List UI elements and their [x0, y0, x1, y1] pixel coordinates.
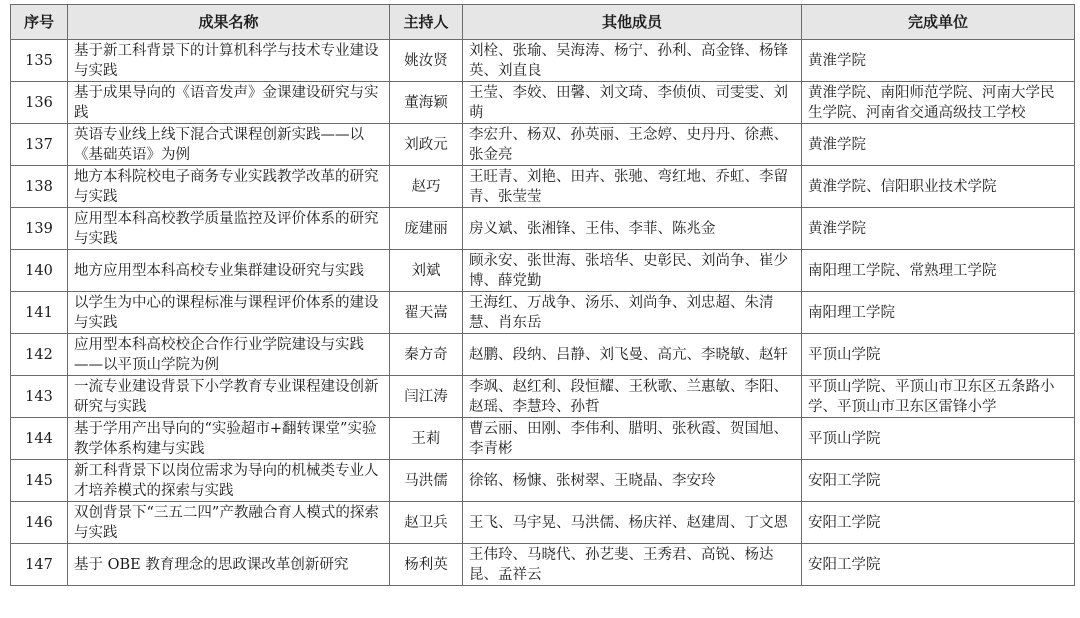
- header-unit: 完成单位: [802, 5, 1075, 40]
- cell-members: 顾永安、张世海、张培华、史彰民、刘尚争、崔少博、薛党勤: [463, 250, 802, 292]
- cell-num: 139: [11, 208, 68, 250]
- cell-members: 赵鹏、段纳、吕静、刘飞曼、高亢、李晓敏、赵轩: [463, 334, 802, 376]
- cell-members: 王旺青、刘艳、田卉、张驰、弯红地、乔虹、李留青、张莹莹: [463, 166, 802, 208]
- cell-unit: 安阳工学院: [802, 544, 1075, 586]
- table-body: [11, 40, 1075, 586]
- table-row: [11, 460, 1075, 502]
- cell-title: 应用型本科高校教学质量监控及评价体系的研究与实践: [68, 208, 390, 250]
- cell-title: 新工科背景下以岗位需求为导向的机械类专业人才培养模式的探索与实践: [68, 460, 390, 502]
- cell-num: 142: [11, 334, 68, 376]
- cell-unit: 平顶山学院: [802, 418, 1075, 460]
- table-row: [11, 292, 1075, 334]
- cell-members: 曹云丽、田刚、李伟利、腊明、张秋霞、贺国旭、李青彬: [463, 418, 802, 460]
- cell-members: 李飒、赵红利、段恒耀、王秋歌、兰惠敏、李阳、赵瑶、李慧玲、孙哲: [463, 376, 802, 418]
- cell-members: 刘栓、张瑜、吴海涛、杨宁、孙利、高金锋、杨锋英、刘直良: [463, 40, 802, 82]
- cell-num: 147: [11, 544, 68, 586]
- cell-unit: 黄淮学院: [802, 40, 1075, 82]
- cell-title: 基于新工科背景下的计算机科学与技术专业建设与实践: [68, 40, 390, 82]
- cell-unit: 黄淮学院、信阳职业技术学院: [802, 166, 1075, 208]
- cell-host: 赵卫兵: [390, 502, 463, 544]
- table-row: [11, 334, 1075, 376]
- header-title: 成果名称: [68, 5, 390, 40]
- header-num: 序号: [11, 5, 68, 40]
- cell-members: 徐铭、杨慷、张树翠、王晓晶、李安玲: [463, 460, 802, 502]
- header-members: 其他成员: [463, 5, 802, 40]
- cell-host: 杨利英: [390, 544, 463, 586]
- cell-members: 王伟玲、马晓代、孙艺斐、王秀君、高锐、杨达昆、孟祥云: [463, 544, 802, 586]
- cell-title: 应用型本科高校校企合作行业学院建设与实践——以平顶山学院为例: [68, 334, 390, 376]
- cell-unit: 安阳工学院: [802, 502, 1075, 544]
- cell-num: 143: [11, 376, 68, 418]
- cell-title: 以学生为中心的课程标准与课程评价体系的建设与实践: [68, 292, 390, 334]
- cell-title: 双创背景下“三五二四”产教融合育人模式的探索与实践: [68, 502, 390, 544]
- cell-num: 146: [11, 502, 68, 544]
- cell-num: 145: [11, 460, 68, 502]
- cell-num: 140: [11, 250, 68, 292]
- table-row: [11, 82, 1075, 124]
- table-row: [11, 250, 1075, 292]
- table-row: [11, 166, 1075, 208]
- cell-num: 144: [11, 418, 68, 460]
- cell-members: 王莹、李姣、田馨、刘文琦、李侦侦、司雯雯、刘萌: [463, 82, 802, 124]
- cell-unit: 黄淮学院: [802, 124, 1075, 166]
- cell-title: 地方本科院校电子商务专业实践教学改革的研究与实践: [68, 166, 390, 208]
- cell-unit: 黄淮学院、南阳师范学院、河南大学民生学院、河南省交通高级技工学校: [802, 82, 1075, 124]
- cell-num: 135: [11, 40, 68, 82]
- cell-unit: 平顶山学院、平顶山市卫东区五条路小学、平顶山市卫东区雷锋小学: [802, 376, 1075, 418]
- table-row: [11, 376, 1075, 418]
- table-row: [11, 544, 1075, 586]
- table-row: [11, 40, 1075, 82]
- cell-host: 马洪儒: [390, 460, 463, 502]
- awards-table-wrapper: [10, 4, 1074, 586]
- table-row: [11, 502, 1075, 544]
- cell-unit: 南阳理工学院: [802, 292, 1075, 334]
- cell-members: 房义斌、张湘锋、王伟、李菲、陈兆金: [463, 208, 802, 250]
- cell-title: 基于成果导向的《语音发声》金课建设研究与实践: [68, 82, 390, 124]
- cell-host: 王莉: [390, 418, 463, 460]
- cell-host: 庞建丽: [390, 208, 463, 250]
- table-row: [11, 208, 1075, 250]
- cell-title: 地方应用型本科高校专业集群建设研究与实践: [68, 250, 390, 292]
- table-row: [11, 418, 1075, 460]
- cell-host: 刘政元: [390, 124, 463, 166]
- cell-unit: 南阳理工学院、常熟理工学院: [802, 250, 1075, 292]
- cell-members: 王海红、万战争、汤乐、刘尚争、刘忠超、朱清慧、肖东岳: [463, 292, 802, 334]
- cell-unit: 安阳工学院: [802, 460, 1075, 502]
- cell-host: 董海颖: [390, 82, 463, 124]
- table-row: [11, 124, 1075, 166]
- cell-title: 英语专业线上线下混合式课程创新实践——以《基础英语》为例: [68, 124, 390, 166]
- cell-host: 闫江涛: [390, 376, 463, 418]
- cell-host: 姚汝贤: [390, 40, 463, 82]
- cell-title: 基于 OBE 教育理念的思政课改革创新研究: [68, 544, 390, 586]
- cell-title: 一流专业建设背景下小学教育专业课程建设创新研究与实践: [68, 376, 390, 418]
- cell-host: 翟天嵩: [390, 292, 463, 334]
- cell-num: 136: [11, 82, 68, 124]
- cell-num: 137: [11, 124, 68, 166]
- cell-host: 刘斌: [390, 250, 463, 292]
- cell-num: 141: [11, 292, 68, 334]
- cell-num: 138: [11, 166, 68, 208]
- cell-unit: 黄淮学院: [802, 208, 1075, 250]
- table-header-row: [11, 5, 1075, 40]
- cell-title: 基于学用产出导向的“实验超市+翻转课堂”实验教学体系构建与实践: [68, 418, 390, 460]
- cell-unit: 平顶山学院: [802, 334, 1075, 376]
- awards-table: [10, 4, 1075, 586]
- cell-host: 秦方奇: [390, 334, 463, 376]
- cell-members: 王飞、马宇晃、马洪儒、杨庆祥、赵建周、丁文恩: [463, 502, 802, 544]
- cell-host: 赵巧: [390, 166, 463, 208]
- header-host: 主持人: [390, 5, 463, 40]
- cell-members: 李宏升、杨双、孙英丽、王念婷、史丹丹、徐燕、张金亮: [463, 124, 802, 166]
